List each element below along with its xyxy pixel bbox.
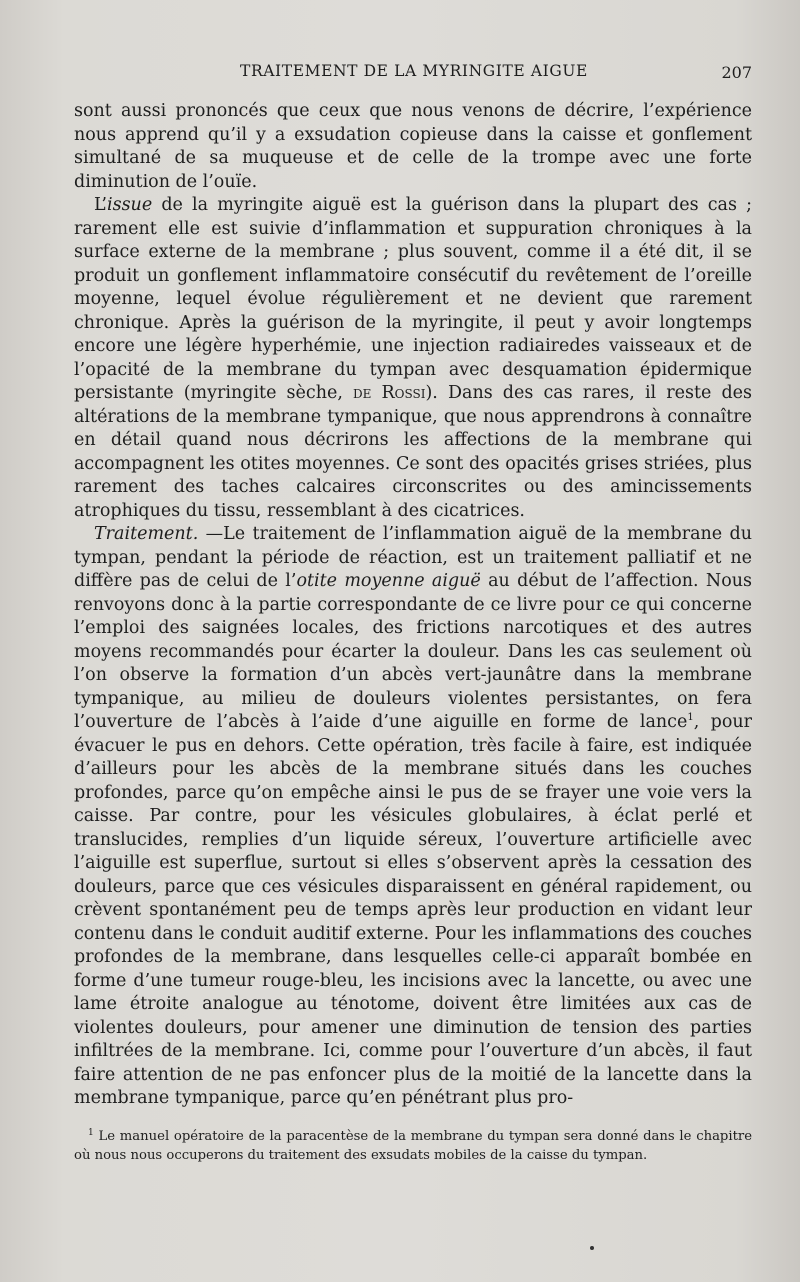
footnote-mark: 1	[88, 1128, 94, 1138]
paragraph-text: ). Dans des cas rares, il reste des altérations de la membrane tympanique, que nous apprendrons à connaître en détail quand nous décrirons les affections de la membrane qui accompagnent les otites moyennes. Ce sont des opacités grises striées, plus rarement des taches calcaires circonscrites ou des amincissements atrophiques du tissu, ressemblant à des cicatrices.	[74, 383, 752, 521]
paragraph-lead: L’	[94, 195, 107, 215]
paragraph-text: sont aussi prononcés que ceux que nous venons de décrire, l’expérience nous apprend qu’il y a exsudation copieuse dans la caisse et gonflement simultané de sa muqueuse et de celle de la trompe avec une forte diminution de l’ouïe.	[74, 101, 752, 192]
ink-speck	[590, 1246, 594, 1250]
footnote-text: Le manuel opératoire de la paracentèse de la membrane du tympan sera donné dans le chapitre où nous nous occuperons du traitement des exsudats mobiles de la caisse du tympan.	[74, 1129, 752, 1163]
paragraph-text: de la myringite aiguë est la guérison dans la plupart des cas ; rarement elle est suivie d’inflammation et suppuration chroniques à la surface externe de la membrane ; plus souvent, comme il a été dit, il se produit un gonflement inflammatoire consécutif du revêtement de l’oreille moyenne, lequel évolue régulièrement et ne devient que rarement chronique. Après la guérison de la myringite, il peut y avoir longtemps encore une légère hyperhémie, une injection radiairedes vaisseaux et de l’opacité de la membrane du tympan avec desquamation épidermique persistante (myringite sèche,	[74, 195, 752, 403]
paragraph-issue	[74, 194, 752, 523]
paragraph-text: —Le traitement de l’inflammation aiguë de la membrane du tympan, pendant la période de réaction, est un traitement palliatif et ne diffère pas de celui de l’	[74, 524, 752, 591]
paragraph-text: , pour évacuer le pus en dehors. Cette opération, très facile à faire, est indiquée d’ailleurs pour les abcès de la membrane situés dans les couches profondes, parce qu’on empêche ainsi le pus de se frayer une voie vers la caisse. Par contre, pour les vésicules globulaires, à éclat perlé et translucides, remplies d’un liquide séreux, l’ouverture artificielle avec l’aiguille est superflue, surtout si elles s’observent après la cessation des douleurs, parce que ces vésicules disparaissent en général rapidement, ou crèvent spontanément peu de temps après leur production en vidant leur contenu dans le conduit auditif externe. Pour les inflammations des couches profondes de la membrane, dans lesquelles celle-ci apparaît bombée en forme d’une tumeur rouge-bleu, les incisions avec la lancette, ou avec une lame étroite analogue au ténotome, doivent être limitées aux cas de violentes douleurs, pour amener une diminution de tension des parties infiltrées de la membrane. Ici, comme pour l’ouverture d’un abcès, il faut faire attention de ne pas enfoncer plus de la moitié de la lancette dans la membrane tympanique, parce qu’en pénétrant plus pro-	[74, 712, 752, 1108]
footnote-text-block	[74, 1128, 752, 1165]
running-title: TRAITEMENT DE LA MYRINGITE AIGUE	[240, 62, 588, 80]
paragraph-text: au début de l’affection. Nous renvoyons donc à la partie correspondante de ce livre pour ce qui concerne l’emploi des saignées locales, des frictions narcotiques et des autres moyens recommandés pour écarter la douleur. Dans les cas seulement où l’on observe la formation d’un abcès vert-jaunâtre dans la membrane tympanique, au milieu de douleurs violentes persistantes, on fera l’ouverture de l’abcès à l’aide d’une aiguille en forme de lance	[74, 571, 752, 732]
paragraph-term: Traitement.	[94, 524, 199, 544]
author-name: Rossi	[371, 383, 426, 403]
footnote	[74, 1128, 752, 1165]
author-name-prefix: de	[353, 383, 372, 403]
italic-term: otite moyenne aiguë	[296, 571, 481, 591]
page-number: 207	[721, 63, 752, 82]
paragraph-treatment	[74, 523, 752, 1111]
paragraph-term: issue	[107, 195, 153, 215]
page-header	[74, 62, 754, 86]
body-text	[74, 100, 752, 1111]
paragraph-continuation	[74, 100, 752, 194]
footnote-reference: 1	[687, 712, 694, 723]
